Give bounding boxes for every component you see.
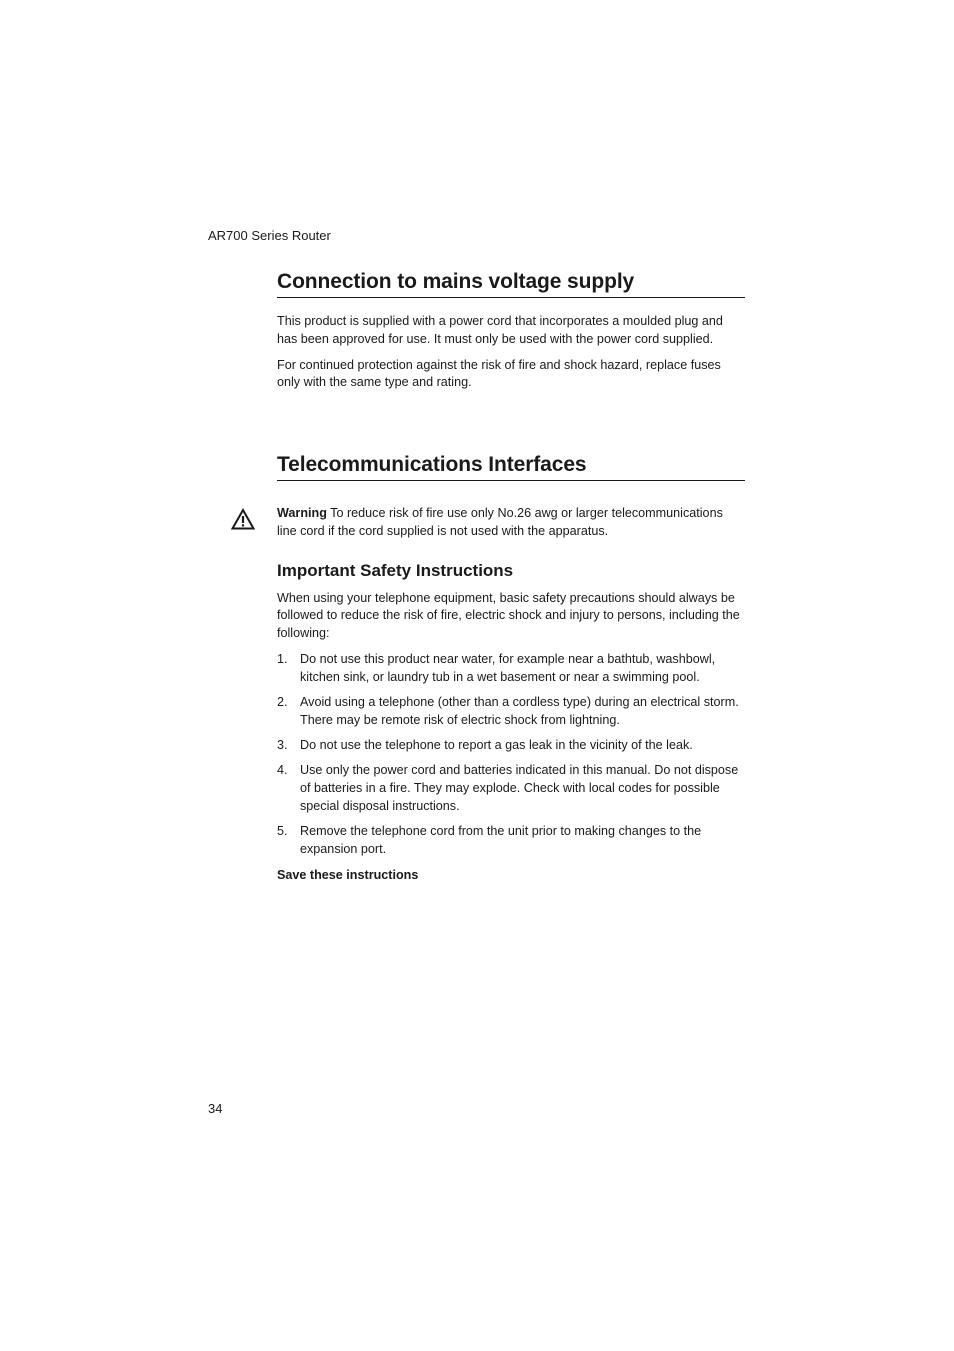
page-number: 34: [208, 1101, 223, 1116]
telecom-interfaces-section: [277, 453, 745, 885]
list-item: [277, 651, 745, 687]
list-item: [277, 762, 745, 815]
warning-label: Warning: [277, 506, 327, 520]
paragraph: This product is supplied with a power cord that incorporates a moulded plug and has been approved for use. It must only be used with the power cord supplied.: [277, 314, 723, 346]
list-text: Avoid using a telephone (other than a cordless type) during an electrical storm. There may be remote risk of electric shock from lightning.: [300, 695, 739, 727]
mains-voltage-section: [277, 270, 745, 392]
list-number: 4.: [277, 763, 288, 778]
running-header: AR700 Series Router: [208, 228, 331, 243]
list-text: Remove the telephone cord from the unit prior to making changes to the expansion port.: [300, 824, 702, 857]
safety-list: [277, 651, 745, 859]
warning-triangle-icon: [231, 508, 255, 530]
warning-body: To reduce risk of fire use only No.26 awg or larger telecommunications line cord if the cord supplied is not used with the apparatus.: [277, 506, 723, 538]
list-item: [277, 737, 745, 755]
list-item: [277, 694, 745, 730]
paragraph: When using your telephone equipment, basic safety precautions should always be followed to reduce the risk of fire, electric shock and injury to persons, including the following:: [277, 590, 740, 641]
list-number: 2.: [277, 695, 288, 710]
warning-block: [277, 505, 745, 541]
list-number: 1.: [277, 651, 288, 666]
safety-instructions: [277, 561, 745, 885]
list-number: 3.: [277, 738, 288, 753]
list-number: 5.: [277, 824, 288, 839]
save-instructions-note: Save these instructions: [277, 867, 419, 882]
warning-text: [277, 505, 745, 541]
subsection-heading: Important Safety Instructions: [277, 560, 514, 580]
section-heading: Telecommunications Interfaces: [277, 453, 745, 481]
list-text: Do not use this product near water, for example near a bathtub, washbowl, kitchen sink, or laundry tub in a wet basement or near a swimming pool.: [300, 651, 716, 684]
section-heading: Connection to mains voltage supply: [277, 270, 745, 298]
list-text: Use only the power cord and batteries indicated in this manual. Do not dispose of batteries in a fire. They may explode. Check with local codes for possible special disposal instructions.: [300, 763, 739, 814]
list-item: [277, 823, 745, 859]
list-text: Do not use the telephone to report a gas leak in the vicinity of the leak.: [300, 738, 693, 753]
paragraph: For continued protection against the risk of fire and shock hazard, replace fuses only with the same type and rating.: [277, 357, 721, 390]
